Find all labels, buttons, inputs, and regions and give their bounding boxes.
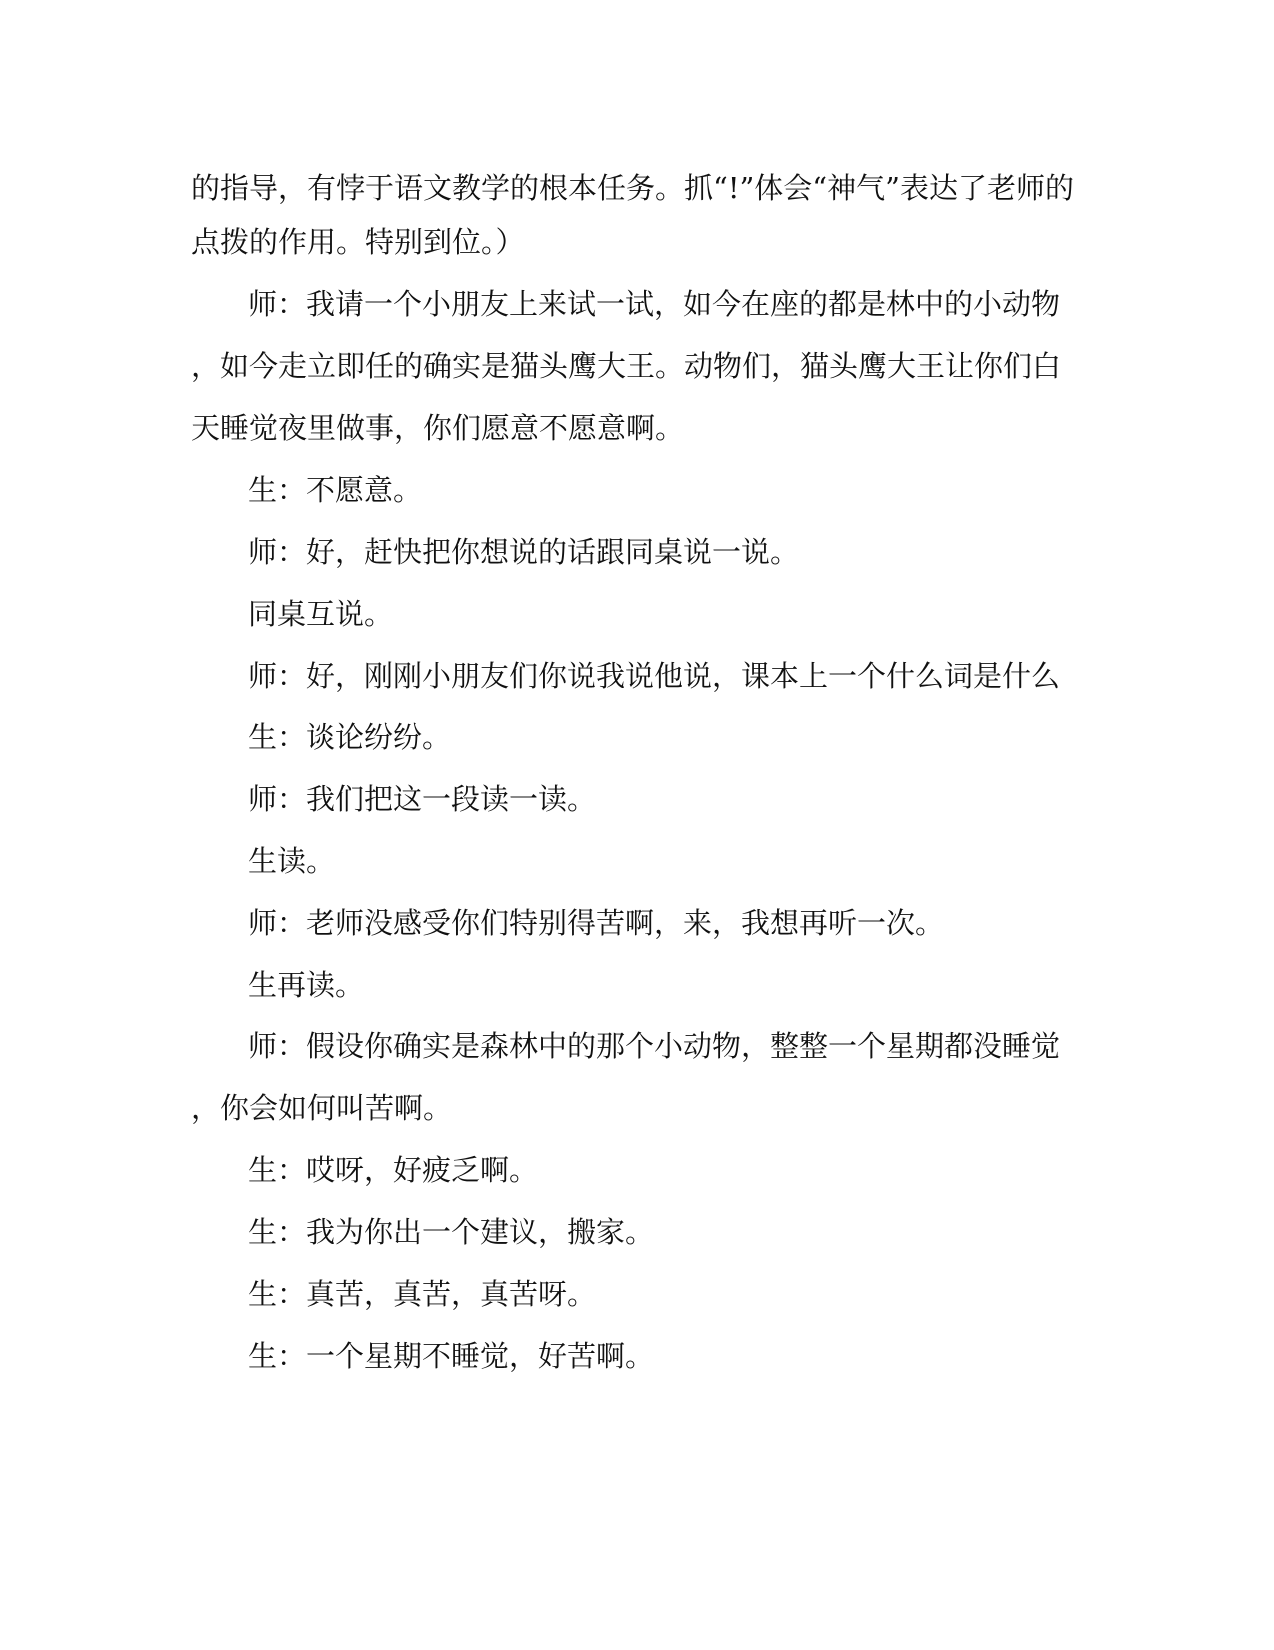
paragraph-line: 师：假设你确实是森林中的那个小动物，整整一个星期都没睡觉 <box>248 1029 1061 1063</box>
paragraph-line: 生读。 <box>248 844 336 878</box>
paragraph-line: 师：好，赶快把你想说的话跟同桌说一说。 <box>248 535 800 569</box>
paragraph-line: 生再读。 <box>248 968 365 1002</box>
paragraph-line: 师：我请一个小朋友上来试一试，如今在座的都是林中的小动物 <box>248 287 1061 321</box>
paragraph-line: 师：我们把这一段读一读。 <box>248 782 597 816</box>
paragraph-line: 的指导，有悖于语文教学的根本任务。抓“!”体会“神气”表达了老师的 <box>191 171 1074 205</box>
paragraph-line: 生：我为你出一个建议，搬家。 <box>248 1215 655 1249</box>
paragraph-line: ，如今走立即任的确实是猫头鹰大王。动物们，猫头鹰大王让你们白 <box>191 349 1062 383</box>
paragraph-line: 生：真苦，真苦，真苦呀。 <box>248 1277 597 1311</box>
paragraph-line: 生：一个星期不睡觉，好苦啊。 <box>248 1339 655 1373</box>
paragraph-line: 同桌互说。 <box>248 597 394 631</box>
paragraph-line: 师：老师没感受你们特别得苦啊，来，我想再听一次。 <box>248 906 945 940</box>
paragraph-line: 天睡觉夜里做事，你们愿意不愿意啊。 <box>191 411 685 445</box>
paragraph-line: 点拨的作用。特别到位。） <box>191 225 525 259</box>
paragraph-line: 生：谈论纷纷。 <box>248 720 452 754</box>
paragraph-line: ，你会如何叫苦啊。 <box>191 1091 453 1125</box>
paragraph-line: 生：不愿意。 <box>248 473 423 507</box>
paragraph-line: 师：好，刚刚小朋友们你说我说他说，课本上一个什么词是什么 <box>248 659 1061 693</box>
paragraph-line: 生：哎呀，好疲乏啊。 <box>248 1153 539 1187</box>
